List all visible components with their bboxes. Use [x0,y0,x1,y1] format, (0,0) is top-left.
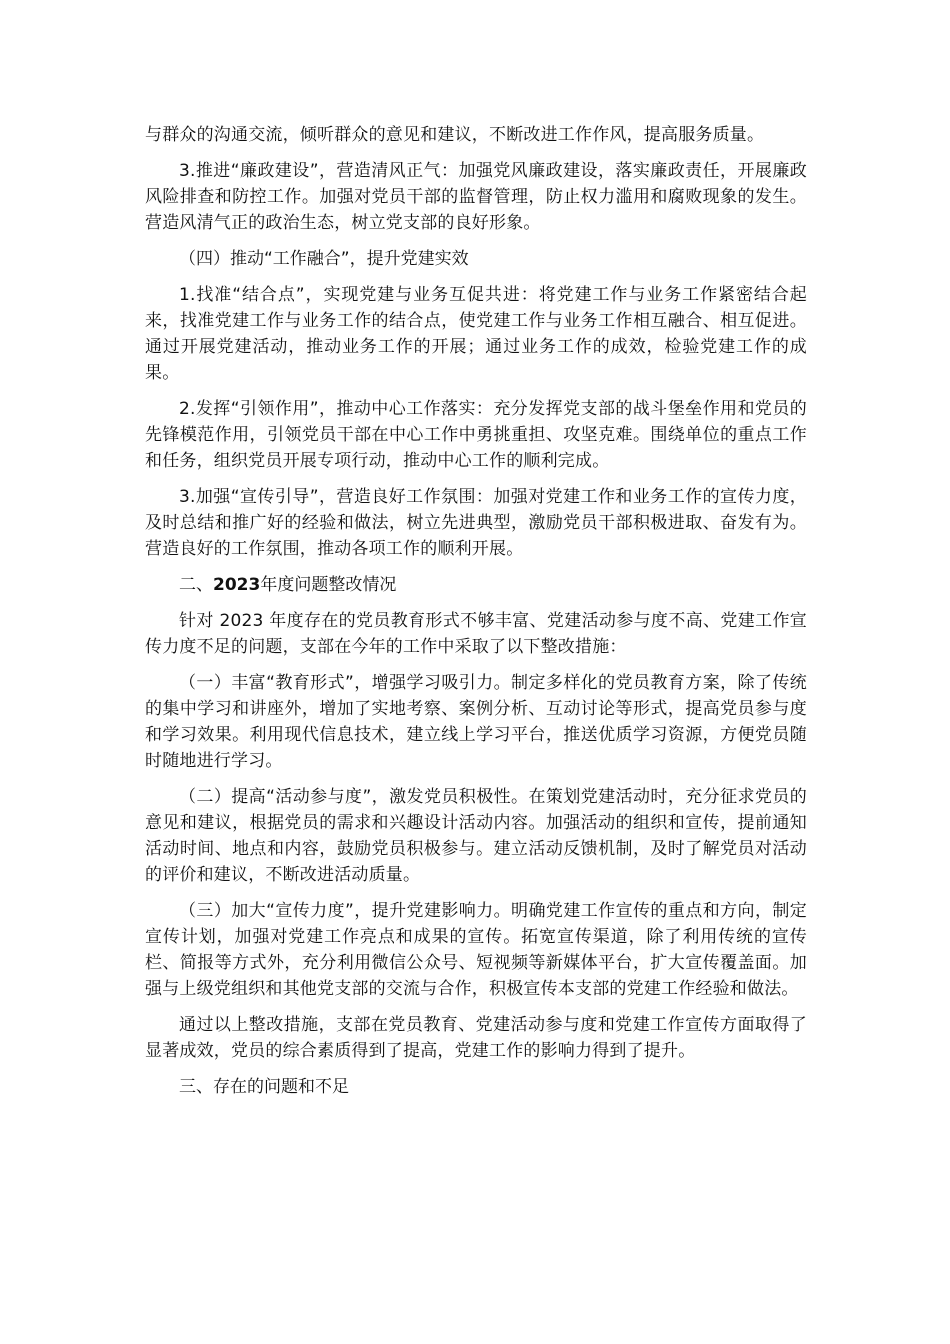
paragraph-continuation: 与群众的沟通交流，倾听群众的意见和建议，不断改进工作作风，提高服务质量。 [145,125,765,145]
paragraph-education-forms: （一）丰富“教育形式”，增强学习吸引力。制定多样化的党员教育方案，除了传统的集中学习和讲座外，增加了实地考察、案例分析、互动讨论等形式，提高党员参与度和学习效果。利用现代信息技术，建立线上学习平台，推送优质学习资源，方便党员随时随地进行学习。 [145,673,807,771]
document-page [145,122,807,1110]
subheading-work-integration: （四）推动“工作融合”，提升党建实效 [179,249,469,269]
section-heading-prefix: 二、 [179,575,213,595]
paragraph-integrity-building: 3.推进“廉政建设”，营造清风正气：加强党风廉政建设，落实廉政责任，开展廉政风险排查和防控工作。加强对党员干部的监督管理，防止权力滥用和腐败现象的发生。营造风清气正的政治生态，树立党支部的良好形象。 [145,161,807,233]
paragraph-publicity-guidance: 3.加强“宣传引导”，营造良好工作氛围：加强对党建工作和业务工作的宣传力度，及时总结和推广好的经验和做法，树立先进典型，激励党员干部积极进取、奋发有为。营造良好的工作氛围，推动各项工作的顺利开展。 [145,487,807,559]
section-heading-problems: 三、存在的问题和不足 [179,1077,349,1097]
paragraph-combination-point: 1.找准“结合点”，实现党建与业务互促共进：将党建工作与业务工作紧密结合起来，找准党建工作与业务工作的结合点，使党建工作与业务工作相互融合、相互促进。通过开展党建活动，推动业务工作的开展；通过业务工作的成效，检验党建工作的成果。 [145,285,807,383]
paragraph-publicity-strength: （三）加大“宣传力度”，提升党建影响力。明确党建工作宣传的重点和方向，制定宣传计划，加强对党建工作亮点和成果的宣传。拓宽宣传渠道，除了利用传统的宣传栏、简报等方式外，充分利用微信公众号、短视频等新媒体平台，扩大宣传覆盖面。加强与上级党组织和其他党支部的交流与合作，积极宣传本支部的党建工作经验和做法。 [145,901,807,999]
paragraph-activity-participation: （二）提高“活动参与度”，激发党员积极性。在策划党建活动时，充分征求党员的意见和建议，根据党员的需求和兴趣设计活动内容。加强活动的组织和宣传，提前通知活动时间、地点和内容，鼓励党员积极参与。建立活动反馈机制，及时了解党员对活动的评价和建议，不断改进活动质量。 [145,787,807,885]
paragraph-leading-role: 2.发挥“引领作用”，推动中心工作落实：充分发挥党支部的战斗堡垒作用和党员的先锋模范作用，引领党员干部在中心工作中勇挑重担、攻坚克难。围绕单位的重点工作和任务，组织党员开展专项行动，推动中心工作的顺利完成。 [145,399,807,471]
section-heading-suffix: 年度问题整改情况 [260,575,397,595]
section-heading-year: 2023 [213,575,261,595]
paragraph-rectification-intro: 针对 2023 年度存在的党员教育形式不够丰富、党建活动参与度不高、党建工作宣传力度不足的问题，支部在今年的工作中采取了以下整改措施： [145,611,807,657]
paragraph-rectification-summary: 通过以上整改措施，支部在党员教育、党建活动参与度和党建工作宣传方面取得了显著成效，党员的综合素质得到了提高，党建工作的影响力得到了提升。 [145,1015,807,1061]
section-heading-rectification [145,572,807,598]
